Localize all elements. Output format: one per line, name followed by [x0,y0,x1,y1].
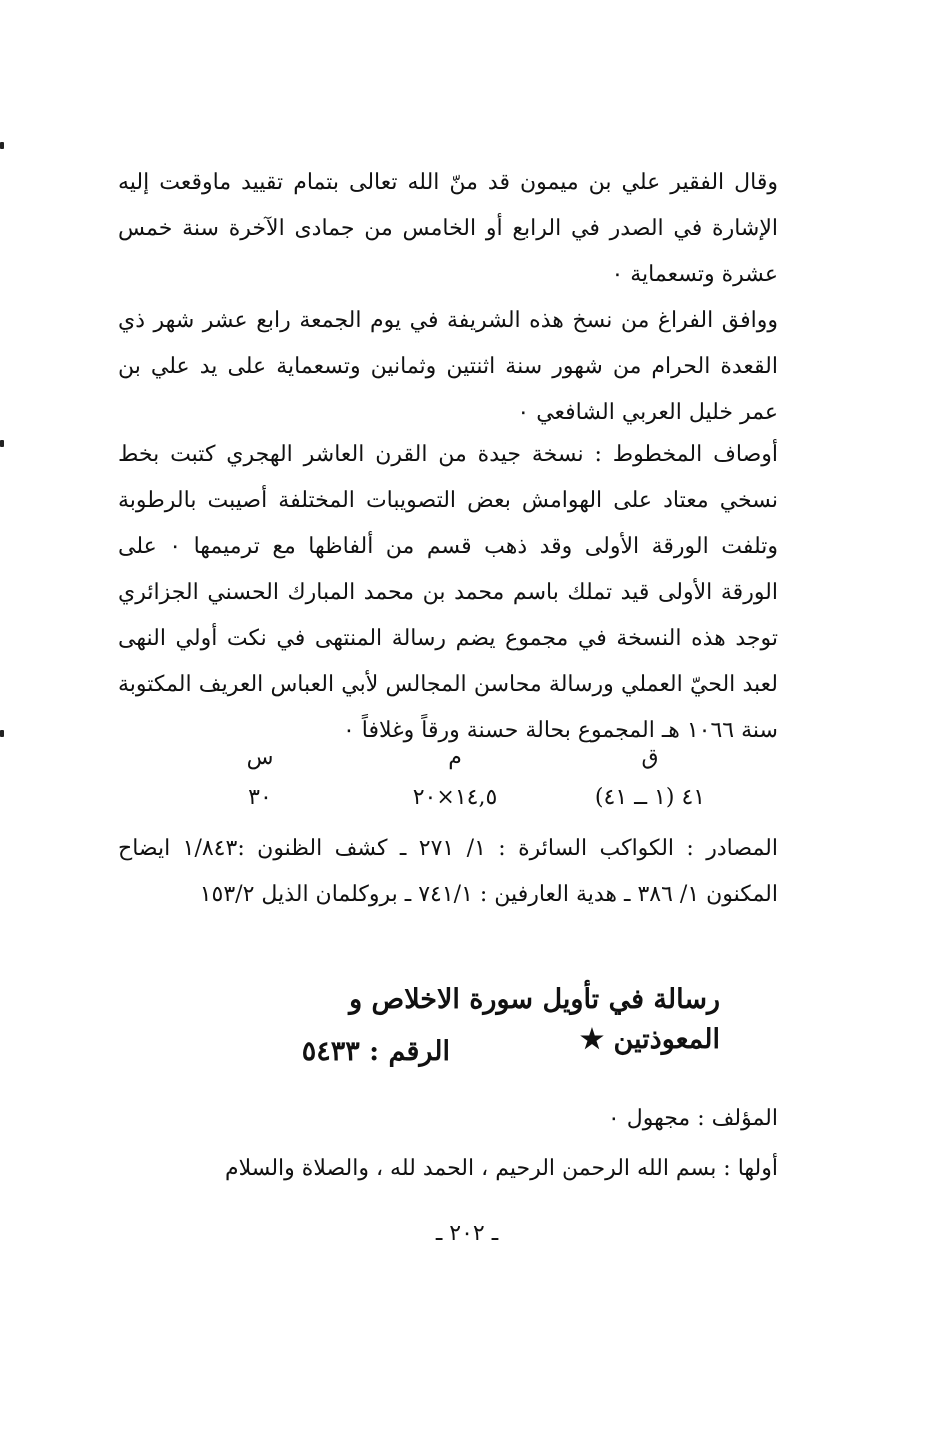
stat-folios [560,738,740,818]
margin-mark [0,142,4,149]
author-text: المؤلف : مجهول ٠ [607,1106,778,1131]
stat-lines [170,738,350,818]
manuscript-description-text: أوصاف المخطوط : نسخة جيدة من القرن العاشر الهجري كتبت بخط نسخي معتاد على الهوامش بعض التصويبات المختلفة أصيبت بالرطوبة وتلفت الورقة الأولى وقد ذهب قسم من ألفاظها مع ترميمها ٠ على الورقة الأولى قيد تملك باسم محمد بن محمد المبارك الحسني الجزائري توجد هذه النسخة في مجموع يضم رسالة المنتهى في نكت أولي النهى لعبد الحيّ العملي ورسالة محاسن المجالس لأبي العباس العريف المكتوبة سنة ١٠٦٦ هـ المجموع بحالة حسنة ورقاً وغلافاً ٠ [118,442,779,743]
margin-mark [0,440,4,447]
incipit-line [118,1146,778,1192]
stat-dimensions-label: م [448,745,462,770]
manuscript-description-paragraph [118,432,778,754]
sources-text: المصادر : الكواكب السائرة : ١/ ٢٧١ ـ كشف الظنون :١/٨٤٣ ايضاح المكنون ١/ ٣٨٦ ـ هدية العارفين : ٧٤١/١ ـ بروكلمان الذيل ١٥٣/٢ [118,836,778,907]
incipit-text: أولها : بسم الله الرحمن الرحيم ، الحمد لله ، والصلاة والسلام [224,1156,778,1181]
manuscript-stats [200,738,706,828]
author-line [118,1096,778,1142]
copy-note-text: ووافق الفراغ من نسخ هذه الشريفة في يوم الجمعة رابع عشر شهر ذي القعدة الحرام من شهور سنة اثنتين وثمانين وتسعماية على يد علي بن عمر خليل العربي الشافعي ٠ [118,308,778,425]
colophon-text: وقال الفقير علي بن ميمون قد منّ الله تعالى بتمام تقييد ماوقعت إليه الإشارة في الصدر في الرابع أو الخامس من جمادى الآخرة سنة خمس عشرة وتسعماية ٠ [118,170,778,287]
stat-lines-label: س [246,745,274,770]
copy-note-paragraph [118,298,778,436]
stat-dimensions-value: ١٤,٥×٢٠ [412,785,498,810]
entry-number: الرقم : ٥٤٣٣ [301,1036,450,1067]
margin-mark [0,730,4,737]
stat-folios-label: ق [641,745,659,770]
sources-paragraph [118,826,778,918]
stat-lines-value: ٣٠ [248,785,272,810]
stat-dimensions [365,738,545,818]
entry-title: رسالة في تأويل سورة الاخلاص و المعوذتين ★ [349,984,720,1055]
stat-folios-value: ٤١ (١ ــ ٤١) [594,785,706,810]
colophon-paragraph [118,160,778,298]
page-number: ـ ٢٠٢ ـ [435,1221,499,1246]
